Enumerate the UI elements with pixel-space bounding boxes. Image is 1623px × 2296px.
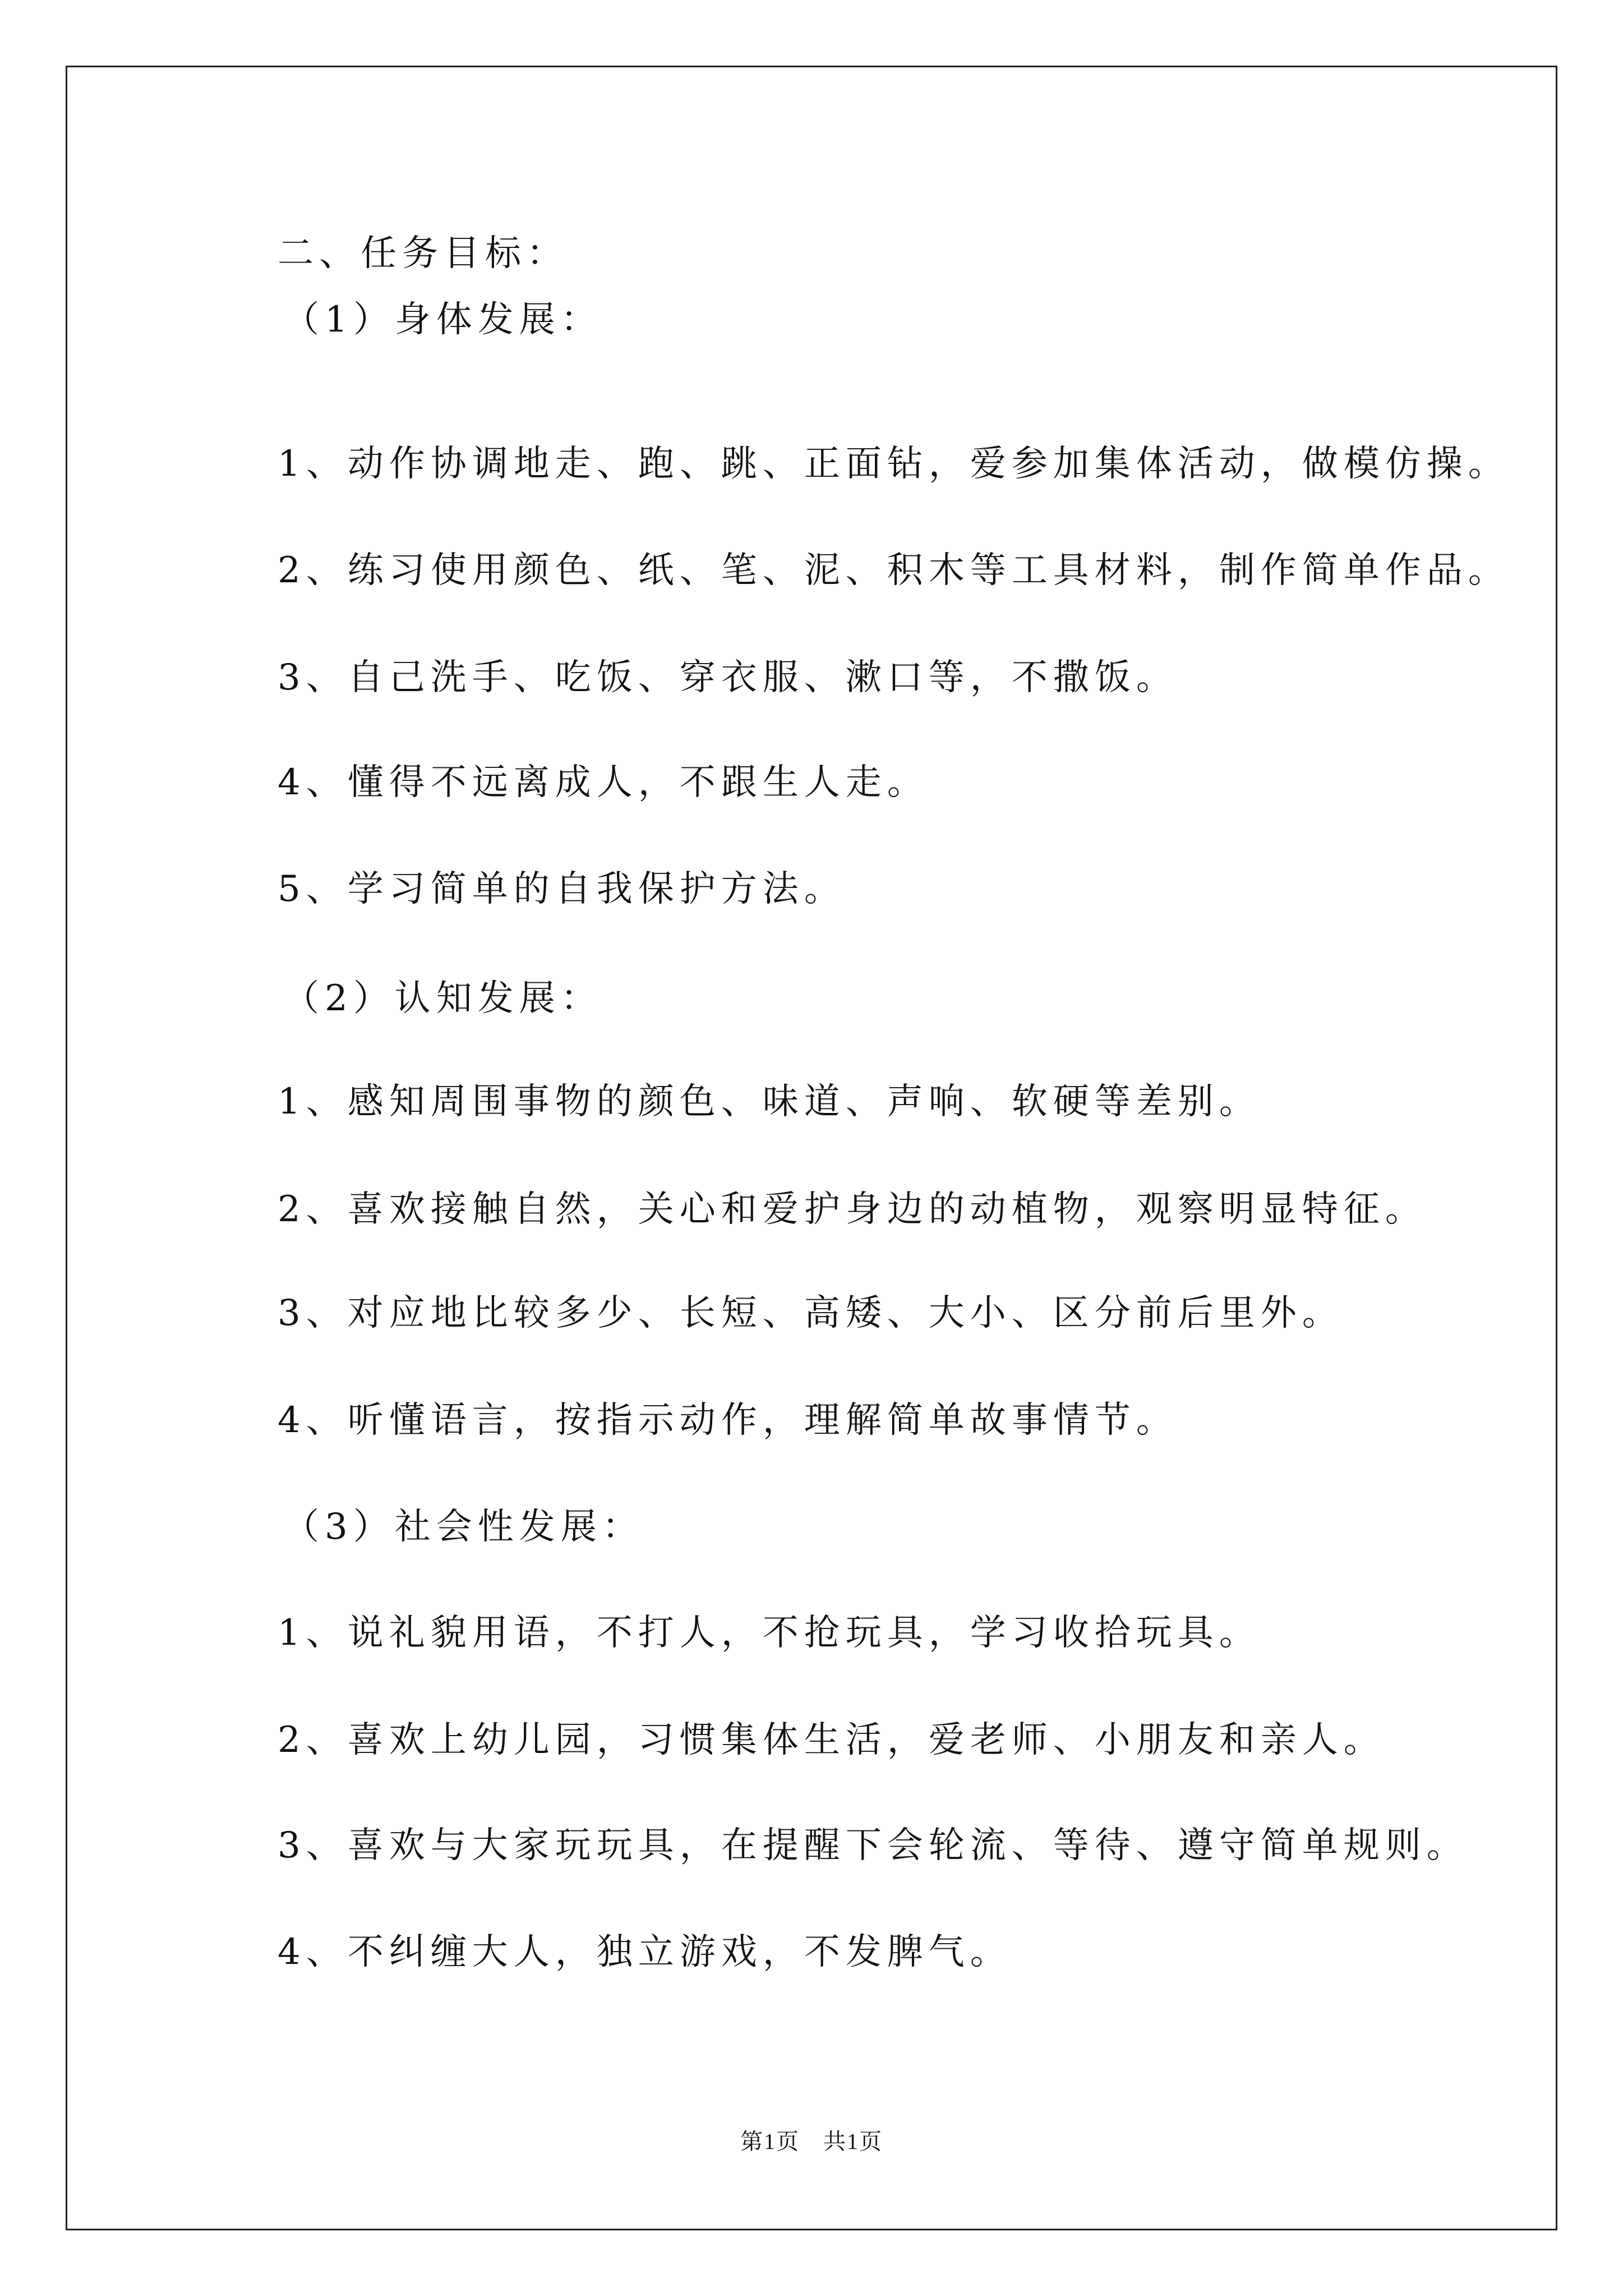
list-item: 4、听懂语言，按指示动作，理解简单故事情节。: [278, 1400, 1178, 1441]
list-item: 2、练习使用颜色、纸、笔、泥、积木等工具材料，制作简单作品。: [278, 550, 1510, 591]
list-item: 1、说礼貌用语，不打人，不抢玩具，学习收拾玩具。: [278, 1612, 1261, 1654]
list-item: 2、喜欢接触自然，关心和爱护身边的动植物，观察明显特征。: [278, 1189, 1427, 1230]
list-item: 4、懂得不远离成人，不跟生人走。: [278, 762, 929, 803]
list-item: 4、不纠缠大人，独立游戏，不发脾气。: [278, 1931, 1012, 1973]
list-item: 3、自己洗手、吃饭、穿衣服、漱口等，不撒饭。: [278, 657, 1178, 698]
list-item: 5、学习简单的自我保护方法。: [278, 868, 846, 910]
subsection-heading: （1）身体发展：: [283, 299, 602, 341]
list-item: 1、动作协调地走、跑、跳、正面钻，爱参加集体活动，做模仿操。: [278, 443, 1510, 485]
list-item: 3、喜欢与大家玩玩具，在提醒下会轮流、等待、遵守简单规则。: [278, 1825, 1468, 1866]
section-heading: 二、任务目标：: [278, 233, 568, 274]
subsection-heading: （3）社会性发展：: [283, 1506, 644, 1548]
list-item: 3、对应地比较多少、长短、高矮、大小、区分前后里外。: [278, 1292, 1344, 1334]
list-item: 2、喜欢上幼儿园，习惯集体生活，爱老师、小朋友和亲人。: [278, 1719, 1385, 1761]
list-item: 1、感知周围事物的颜色、味道、声响、软硬等差别。: [278, 1081, 1261, 1122]
page-number-footer: 第1页 共1页: [740, 2129, 883, 2154]
subsection-heading: （2）认知发展：: [283, 978, 602, 1019]
page-border: [66, 66, 1557, 2230]
